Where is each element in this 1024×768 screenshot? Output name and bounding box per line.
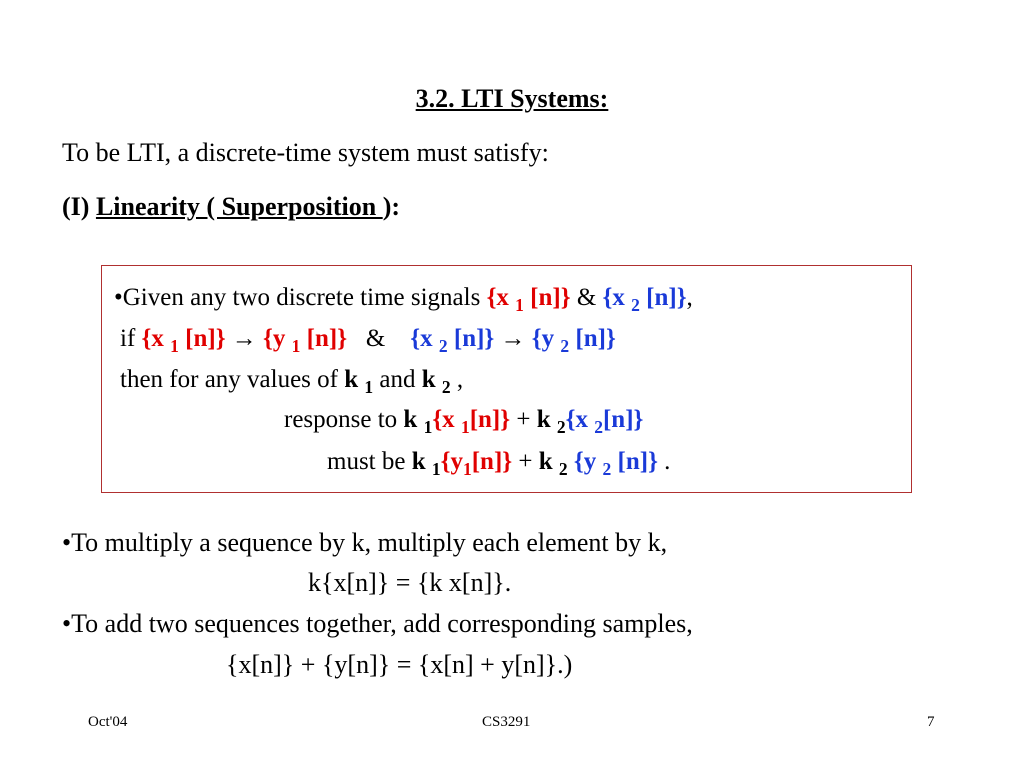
- box-line-4: response to k $_1${x $_1$[n]} + k $_2${x $_2$[n]}: [284, 406, 644, 438]
- slide-title: 3.2. LTI Systems:: [415, 84, 609, 113]
- linearity-definition-box: [101, 265, 912, 493]
- formula-multiply: k{x[n]} = {k x[n]}.: [308, 568, 512, 597]
- box-line-2: if {x $_1$ [n]} → {y $_1$ [n]} & {x $_2$ [n]} → {y $_2$ [n]}: [120, 325, 616, 357]
- bullet-add: •To add two sequences together, add corresponding samples,: [62, 609, 693, 638]
- intro-text: To be LTI, a discrete-time system must satisfy:: [62, 138, 549, 167]
- box-line-1: •Given any two discrete time signals {x $_1$ [n]} & {x $_2$ [n]},: [114, 284, 693, 316]
- box-line-3: then for any values of k $_1$ and k $_2$ ,: [120, 366, 464, 398]
- box-line-5: must be k $_1\{y_1[n]\} + k$ $_2$ {y $_2$ [n]} .: [327, 448, 671, 480]
- section-number: (I): [62, 192, 96, 221]
- footer-course: CS3291: [482, 714, 531, 730]
- footer-page-number: 7: [927, 714, 935, 730]
- bullet-multiply: •To multiply a sequence by k, multiply each element by k,: [62, 528, 668, 557]
- formula-add: {x[n]} + {y[n]} = {x[n] + y[n]}.): [226, 650, 573, 679]
- footer-date: Oct'04: [88, 714, 128, 730]
- section-name: Linearity ( Superposition: [95, 192, 383, 221]
- section-heading: [62, 192, 400, 222]
- section-end: ):: [382, 192, 401, 221]
